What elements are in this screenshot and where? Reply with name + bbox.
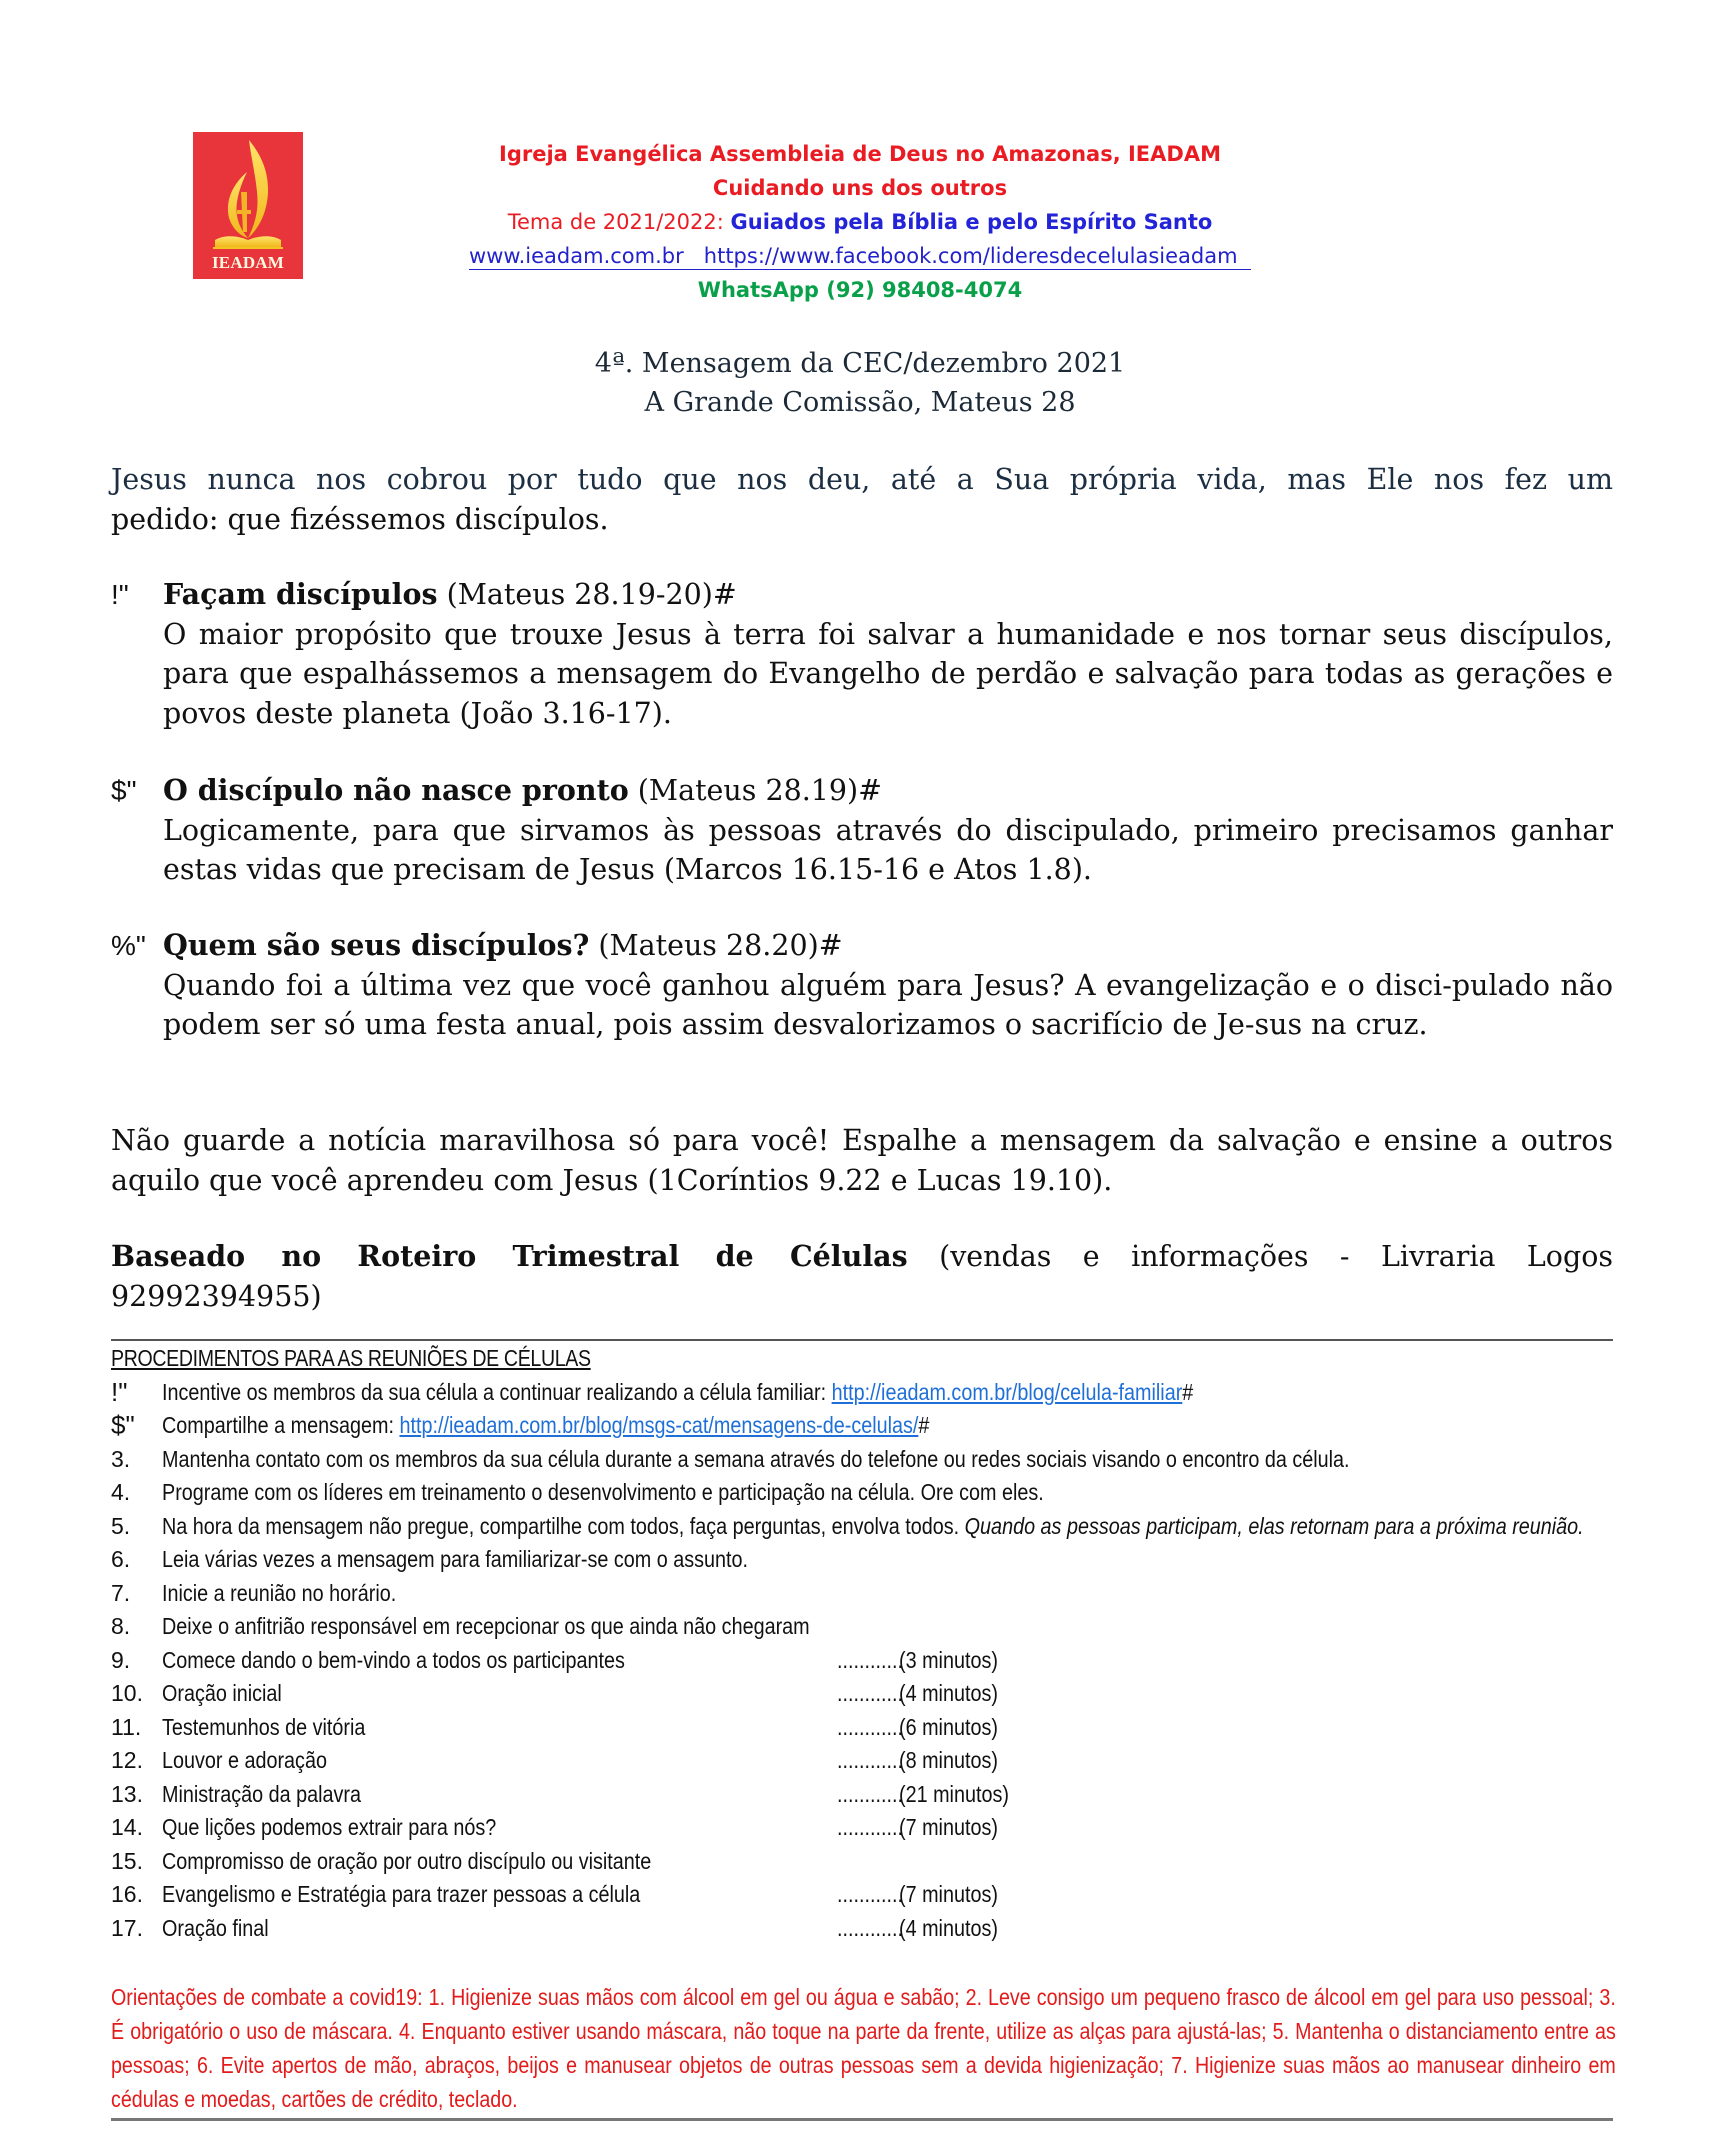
theme-value: Guiados pela Bíblia e pelo Espírito Santo bbox=[730, 210, 1213, 234]
procedure-text-main: Ministração da palavra bbox=[162, 1780, 362, 1807]
procedure-item bbox=[111, 1476, 1626, 1510]
procedure-duration: (7 minutos) bbox=[899, 1814, 998, 1840]
procedure-suffix: # bbox=[1182, 1378, 1194, 1405]
website-link[interactable]: www.ieadam.com.br bbox=[469, 244, 684, 268]
procedure-leader-dots: ............ bbox=[837, 1780, 903, 1807]
theme-label: Tema de 2021/2022: bbox=[507, 210, 731, 234]
procedure-text bbox=[162, 1510, 1626, 1544]
procedure-leader-dots: ............ bbox=[837, 1713, 903, 1740]
intro-line-1: Jesus nunca nos cobrou por tudo que nos deu, até a Sua própria vida, mas Ele nos fez um bbox=[111, 463, 1613, 496]
procedure-text-main: Oração final bbox=[162, 1914, 269, 1941]
procedure-number: 15. bbox=[111, 1847, 143, 1874]
section-text: Logicamente, para que sirvamos às pessoas através do discipulado, primeiro precisamos ganhar estas vidas que precisam de Jesus (Marcos 16.15-16 e Atos 1.8). bbox=[163, 813, 1613, 886]
procedure-text-main: Mantenha contato com os membros da sua célula durante a semana através do telefone ou redes sociais visando o encontro da célula. bbox=[162, 1445, 1350, 1472]
procedure-text-main: Inicie a reunião no horário. bbox=[162, 1579, 397, 1606]
procedure-number: 17. bbox=[111, 1914, 143, 1941]
procedure-number: !" bbox=[111, 1376, 128, 1407]
procedure-text-main: Compartilhe a mensagem: bbox=[162, 1412, 400, 1438]
procedure-text-main: Comece dando o bem-vindo a todos os participantes bbox=[162, 1646, 625, 1673]
procedure-text bbox=[162, 1610, 810, 1644]
procedure-item bbox=[111, 1778, 1626, 1812]
procedure-item bbox=[111, 1376, 1626, 1410]
procedure-item bbox=[111, 1845, 1626, 1879]
procedure-text-main: Incentive os membros da sua célula a continuar realizando a célula familiar: bbox=[162, 1378, 832, 1405]
procedure-number: 9. bbox=[111, 1646, 131, 1673]
intro-paragraph bbox=[111, 460, 1613, 539]
section-1 bbox=[111, 575, 1613, 733]
procedure-number: 4. bbox=[111, 1479, 131, 1505]
procedure-duration: (4 minutos) bbox=[899, 1680, 998, 1706]
procedure-number: 5. bbox=[111, 1512, 131, 1539]
logo-text: IEADAM bbox=[211, 253, 285, 272]
procedure-text bbox=[162, 1409, 929, 1443]
message-titles bbox=[0, 344, 1720, 422]
procedure-item bbox=[111, 1677, 1626, 1711]
procedure-number: $" bbox=[111, 1410, 135, 1440]
section-heading-bold: O discípulo não nasce pronto bbox=[163, 773, 629, 807]
procedure-duration: (6 minutos) bbox=[899, 1713, 998, 1740]
divider bbox=[111, 1339, 1613, 1341]
procedure-item bbox=[111, 1577, 1626, 1611]
procedure-italic-note: Quando as pessoas participam, elas retornam para a próxima reunião. bbox=[964, 1512, 1584, 1539]
procedure-leader-dots: ............ bbox=[837, 1680, 903, 1706]
section-reference: (Mateus 28.19-20)# bbox=[437, 578, 737, 611]
procedure-text bbox=[162, 1677, 282, 1711]
procedures-list bbox=[111, 1376, 1626, 1946]
links-line bbox=[360, 239, 1360, 273]
procedure-item bbox=[111, 1811, 1626, 1845]
procedure-duration: (8 minutos) bbox=[899, 1747, 998, 1773]
procedure-text bbox=[162, 1577, 396, 1611]
motto: Cuidando uns dos outros bbox=[712, 176, 1008, 200]
procedure-duration: (4 minutos) bbox=[899, 1914, 998, 1941]
procedures-section bbox=[111, 1342, 1626, 1945]
section-text: O maior propósito que trouxe Jesus à terra foi salvar a humanidade e nos tornar seus discípulos, para que espalhássemos a mensagem do Evangelho de perdão e salvação para todas as gerações e povos deste planeta (João 3.16-17). bbox=[163, 617, 1613, 730]
procedure-number: 14. bbox=[111, 1814, 143, 1840]
procedure-duration: (21 minutos) bbox=[899, 1780, 1009, 1807]
section-reference: (Mateus 28.19)# bbox=[628, 774, 883, 807]
procedures-title: PROCEDIMENTOS PARA AS REUNIÕES DE CÉLULAS bbox=[111, 1345, 591, 1371]
procedure-number: 11. bbox=[111, 1713, 142, 1740]
section-marker: $" bbox=[111, 775, 137, 806]
theme-line bbox=[360, 205, 1360, 239]
procedure-text-main: Leia várias vezes a mensagem para familiarizar-se com o assunto. bbox=[162, 1546, 748, 1572]
procedure-text-main: Testemunhos de vitória bbox=[162, 1713, 366, 1740]
procedure-item bbox=[111, 1644, 1626, 1678]
section-2 bbox=[111, 771, 1613, 890]
message-subtitle: 4ª. Mensagem da CEC/dezembro 2021 bbox=[594, 348, 1126, 379]
intro-line-2: pedido: que fizéssemos discípulos. bbox=[111, 502, 609, 536]
ieadam-logo bbox=[193, 132, 303, 279]
procedure-link[interactable]: http://ieadam.com.br/blog/msgs-cat/mensagens-de-celulas/ bbox=[399, 1412, 919, 1438]
section-heading-bold: Quem são seus discípulos? bbox=[163, 928, 590, 962]
procedure-number: 16. bbox=[111, 1881, 143, 1907]
procedure-number: 8. bbox=[111, 1613, 131, 1639]
section-heading bbox=[111, 771, 1613, 811]
procedure-item bbox=[111, 1510, 1626, 1544]
church-name: Igreja Evangélica Assembleia de Deus no Amazonas, IEADAM bbox=[499, 142, 1221, 166]
message-title: A Grande Comissão, Mateus 28 bbox=[644, 387, 1076, 418]
procedure-number: 13. bbox=[111, 1780, 143, 1807]
procedure-text bbox=[162, 1711, 365, 1745]
section-reference: (Mateus 28.20)# bbox=[589, 929, 843, 962]
facebook-link[interactable]: https://www.facebook.com/lideresdecelulasieadam bbox=[703, 244, 1238, 268]
procedure-item bbox=[111, 1409, 1626, 1443]
procedure-text bbox=[162, 1878, 640, 1912]
procedure-text bbox=[162, 1912, 269, 1946]
section-marker: !" bbox=[111, 579, 129, 610]
based-on-bold: Baseado no Roteiro Trimestral de Células bbox=[111, 1239, 908, 1273]
procedure-text-main: Louvor e adoração bbox=[162, 1747, 327, 1773]
procedure-text-main: Na hora da mensagem não pregue, compartilhe com todos, faça perguntas, envolva todos. bbox=[162, 1512, 965, 1539]
divider bbox=[111, 2118, 1613, 2121]
covid-guidelines: Orientações de combate a covid19: 1. Higienize suas mãos com álcool em gel ou água e sabão; 2. Leve consigo um pequeno frasco de álcool em gel para uso pessoal; 3. É obrigatório o uso de máscara. 4. Enquanto estiver usando máscara, não toque na parte da frente, utilize as alças para ajustá-las; 5. Mantenha o distanciamento entre as pessoas; 6. Evite apertos de mão, abraços, beijos e manusear objetos de outras pessoas sem a devida higienização; 7. Higienize suas mãos ao manusear dinheiro em cédulas e moedas, cartões de crédito, teclado. bbox=[111, 1984, 1616, 2112]
procedure-text-main: Deixe o anfitrião responsável em recepcionar os que ainda não chegaram bbox=[162, 1613, 810, 1639]
procedure-duration: (7 minutos) bbox=[899, 1881, 998, 1907]
procedure-leader-dots: ............ bbox=[837, 1914, 903, 1941]
procedure-text-main: Evangelismo e Estratégia para trazer pessoas a célula bbox=[162, 1881, 641, 1907]
procedure-text-main: Compromisso de oração por outro discípulo ou visitante bbox=[162, 1847, 652, 1874]
closing-paragraph: Não guarde a notícia maravilhosa só para você! Espalhe a mensagem da salvação e ensine a outros aquilo que você aprendeu com Jesus (1Coríntios 9.22 e Lucas 19.10). bbox=[111, 1124, 1613, 1197]
procedure-text bbox=[162, 1644, 625, 1678]
procedure-item bbox=[111, 1912, 1626, 1946]
procedure-text bbox=[162, 1845, 651, 1879]
procedure-text bbox=[162, 1543, 748, 1577]
section-3 bbox=[111, 926, 1613, 1045]
procedure-link[interactable]: http://ieadam.com.br/blog/celula-familiar bbox=[831, 1378, 1183, 1405]
document-header bbox=[360, 137, 1360, 307]
procedure-item bbox=[111, 1711, 1626, 1745]
procedure-number: 12. bbox=[111, 1747, 143, 1773]
procedure-leader-dots: ............ bbox=[837, 1881, 903, 1907]
procedure-number: 6. bbox=[111, 1546, 131, 1572]
procedure-text-main: Oração inicial bbox=[162, 1680, 282, 1706]
procedure-item bbox=[111, 1443, 1626, 1477]
procedure-text bbox=[162, 1476, 1044, 1510]
procedure-text-main: Programe com os líderes em treinamento o desenvolvimento e participação na célula. Ore com eles. bbox=[162, 1479, 1044, 1505]
procedure-text bbox=[162, 1376, 1193, 1410]
procedure-duration: (3 minutos) bbox=[899, 1646, 998, 1673]
procedure-item bbox=[111, 1610, 1626, 1644]
section-heading-bold: Façam discípulos bbox=[163, 577, 438, 611]
procedure-item bbox=[111, 1878, 1626, 1912]
section-heading bbox=[111, 926, 1613, 966]
procedure-number: 3. bbox=[111, 1445, 131, 1472]
procedure-text-main: Que lições podemos extrair para nós? bbox=[162, 1814, 497, 1840]
procedure-text bbox=[162, 1811, 496, 1845]
procedure-item bbox=[111, 1744, 1626, 1778]
based-on-note bbox=[111, 1237, 1613, 1316]
procedure-leader-dots: ............ bbox=[837, 1646, 903, 1673]
procedure-leader-dots: ............ bbox=[837, 1747, 903, 1773]
procedure-number: 7. bbox=[111, 1579, 131, 1606]
based-on-rest: (vendas e informações - Livraria Logos 92992394955) bbox=[111, 1240, 1613, 1313]
procedure-text bbox=[162, 1443, 1350, 1477]
procedure-item bbox=[111, 1543, 1626, 1577]
procedure-text bbox=[162, 1744, 327, 1778]
procedure-suffix: # bbox=[918, 1412, 930, 1438]
whatsapp-contact: WhatsApp (92) 98408-4074 bbox=[697, 278, 1023, 302]
procedure-leader-dots: ............ bbox=[837, 1814, 903, 1840]
section-marker: %" bbox=[111, 930, 146, 961]
procedure-number: 10. bbox=[111, 1680, 143, 1706]
procedure-text bbox=[162, 1778, 361, 1812]
section-heading bbox=[111, 575, 1613, 615]
section-text: Quando foi a última vez que você ganhou alguém para Jesus? A evangelização e o disci-pulado não podem ser só uma festa anual, pois assim desvalorizamos o sacrifício de Je-sus na cruz. bbox=[163, 968, 1613, 1041]
